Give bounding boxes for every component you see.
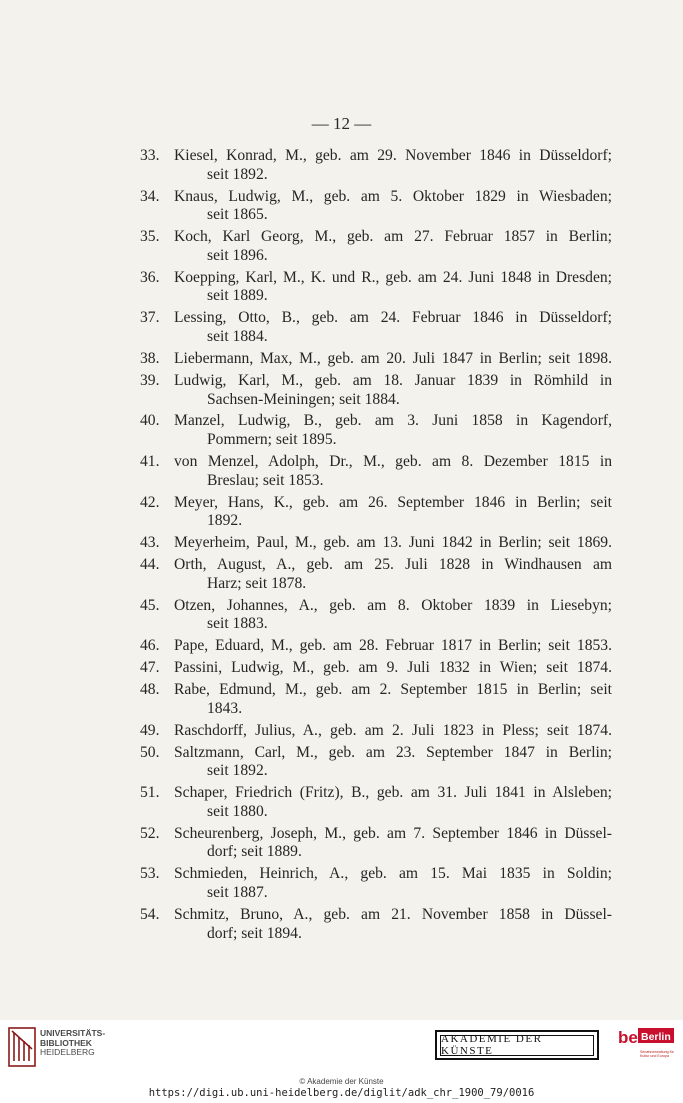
entry-text [174,188,612,225]
list-item [140,412,612,449]
entry-line: dorf; seit 1889. [207,843,302,861]
entry-text [174,372,612,409]
list-item [140,784,612,821]
entry-line: seit 1896. [207,246,268,264]
entry-line: Schmieden, Heinrich, A., geb. am 15. Mai 1835 in Soldin; [174,865,612,883]
entry-line: Orth, August, A., geb. am 25. Juli 1828 in Windhausen am [174,556,612,574]
library-line-1: UNIVERSITÄTS- [40,1028,106,1038]
entry-number: 54. [140,905,160,923]
entry-line: Liebermann, Max, M., geb. am 20. Juli 1847 in Berlin; seit 1898. [174,349,612,367]
entry-text [174,906,612,943]
entry-line: seit 1889. [207,287,268,305]
library-line-2: BIBLIOTHEK [40,1037,92,1048]
list-item [140,494,612,531]
entry-number: 51. [140,784,160,802]
entry-line: Lessing, Otto, B., geb. am 24. Februar 1846 in Düsseldorf; [174,309,612,327]
entry-number: 41. [140,453,160,471]
entry-number: 47. [140,659,160,677]
entry-text [174,597,612,634]
entry-line: Schaper, Friedrich (Fritz), B., geb. am 31. Juli 1841 in Alsleben; [174,784,612,802]
entry-line: Saltzmann, Carl, M., geb. am 23. September 1847 in Berlin; [174,743,612,761]
entry-line: Pape, Eduard, M., geb. am 28. Februar 1817 in Berlin; seit 1853. [174,637,612,655]
entry-line: Meyer, Hans, K., geb. am 26. September 1846 in Berlin; seit [174,493,612,511]
entry-line: seit 1883. [207,615,268,633]
member-list [140,147,612,947]
entry-line: seit 1865. [207,206,268,224]
entry-line: Kiesel, Konrad, M., geb. am 29. November 1846 in Düsseldorf; [174,147,612,164]
entry-text [174,637,612,656]
entry-line: 1892. [207,512,243,530]
entry-text [174,453,612,490]
entry-text [174,681,612,718]
entry-line: Otzen, Johannes, A., geb. am 8. Oktober 1839 in Liesebyn; [174,596,612,614]
list-item [140,825,612,862]
entry-text [174,494,612,531]
university-library-logo-icon[interactable] [8,1027,36,1067]
list-item [140,722,612,741]
entry-line: seit 1887. [207,884,268,902]
entry-number: 35. [140,228,160,246]
entry-number: 52. [140,824,160,842]
entry-line: Breslau; seit 1853. [207,471,324,489]
entry-line: Scheurenberg, Joseph, M., geb. am 7. September 1846 in Düssel- [174,824,612,842]
list-item [140,865,612,902]
entry-line: Manzel, Ludwig, B., geb. am 3. Juni 1858 in Kagendorf, [174,412,612,430]
entry-number: 50. [140,743,160,761]
list-item [140,659,612,678]
list-item [140,269,612,306]
entry-text [174,825,612,862]
entry-line: Passini, Ludwig, M., geb. am 9. Juli 1832 in Wien; seit 1874. [174,659,612,677]
list-item [140,534,612,553]
list-item [140,372,612,409]
list-item [140,556,612,593]
entry-number: 37. [140,309,160,327]
permalink-url[interactable]: https://digi.ub.uni-heidelberg.de/diglit/adk_chr_1900_79/0016 [148,1087,535,1099]
entry-line: Raschdorff, Julius, A., geb. am 2. Juli 1823 in Pless; seit 1874. [174,721,612,739]
entry-line: von Menzel, Adolph, Dr., M., geb. am 8. Dezember 1815 in [174,453,612,471]
entry-line: Koch, Karl Georg, M., geb. am 27. Februar 1857 in Berlin; [174,228,612,246]
entry-number: 42. [140,493,160,511]
berlin-senate-logo-icon[interactable] [617,1026,675,1066]
entry-line: seit 1892. [207,165,268,183]
svg-text:be: be [618,1028,638,1047]
entry-text [174,350,612,369]
berlin-senate-caption: Senatsverwaltung für Kultur und Europa [640,1050,674,1058]
entry-number: 49. [140,721,160,739]
entry-line: Pommern; seit 1895. [207,431,337,449]
entry-number: 36. [140,268,160,286]
entry-text [174,744,612,781]
entry-line: seit 1884. [207,328,268,346]
entry-number: 48. [140,681,160,699]
entry-number: 43. [140,534,160,552]
list-item [140,309,612,346]
list-item [140,744,612,781]
entry-line: seit 1880. [207,802,268,820]
university-library-name[interactable] [40,1029,105,1058]
entry-line: Ludwig, Karl, M., geb. am 18. Januar 1839 in Römhild in [174,371,612,389]
list-item [140,906,612,943]
entry-text [174,309,612,346]
entry-number: 45. [140,596,160,614]
entry-text [174,784,612,821]
entry-line: 1843. [207,699,243,717]
entry-text [174,659,612,678]
entry-number: 39. [140,371,160,389]
entry-text [174,722,612,741]
svg-text:Berlin: Berlin [641,1031,671,1043]
entry-text [174,556,612,593]
list-item [140,147,612,184]
list-item [140,637,612,656]
entry-line: Knaus, Ludwig, M., geb. am 5. Oktober 1829 in Wiesbaden; [174,187,612,205]
entry-number: 40. [140,412,160,430]
entry-text [174,269,612,306]
list-item [140,453,612,490]
list-item [140,350,612,369]
entry-line: Harz; seit 1878. [207,574,307,592]
entry-number: 33. [140,147,160,164]
entry-number: 53. [140,865,160,883]
entry-text [174,534,612,553]
entry-line: Koepping, Karl, M., K. und R., geb. am 24. Juni 1848 in Dresden; [174,268,612,286]
entry-line: dorf; seit 1894. [207,924,302,942]
library-line-3: HEIDELBERG [40,1047,95,1057]
akademie-label: AKADEMIE DER KÜNSTE [440,1035,594,1056]
entry-text [174,228,612,265]
entry-number: 34. [140,187,160,205]
entry-line: Meyerheim, Paul, M., geb. am 13. Juni 1842 in Berlin; seit 1869. [174,534,612,552]
entry-text [174,865,612,902]
entry-line: seit 1892. [207,762,268,780]
entry-line: Schmitz, Bruno, A., geb. am 21. November 1858 in Düssel- [174,905,612,923]
entry-line: Sachsen-Meiningen; seit 1884. [207,390,400,408]
akademie-der-kuenste-logo[interactable] [435,1030,599,1060]
list-item [140,188,612,225]
entry-text [174,412,612,449]
entry-number: 38. [140,349,160,367]
entry-text [174,147,612,184]
entry-line: Rabe, Edmund, M., geb. am 2. September 1815 in Berlin; seit [174,681,612,699]
copyright-notice: © Akademie der Künste [299,1077,384,1086]
list-item [140,597,612,634]
entry-number: 46. [140,637,160,655]
list-item [140,681,612,718]
page-number: — 12 — [311,114,372,133]
list-item [140,228,612,265]
entry-number: 44. [140,556,160,574]
